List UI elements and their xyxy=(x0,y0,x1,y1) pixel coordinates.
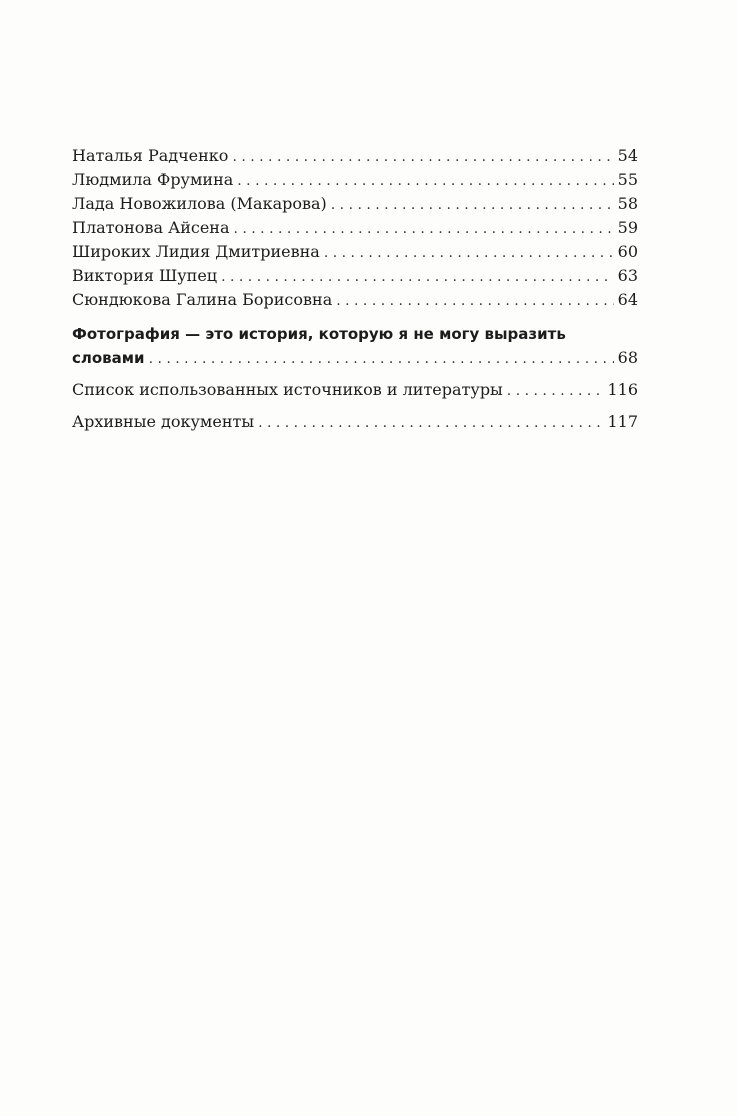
toc-entry[interactable] xyxy=(72,264,638,288)
dot-leader xyxy=(507,379,604,403)
toc-entry[interactable] xyxy=(72,240,638,264)
toc-entry-title: Сюндюкова Галина Борисовна xyxy=(72,290,333,309)
toc-entry-title: Платонова Айсена xyxy=(72,218,230,237)
toc-entry-page: 59 xyxy=(617,218,638,237)
toc-section-last-line xyxy=(72,346,638,370)
toc-entry[interactable] xyxy=(72,144,638,168)
dot-leader xyxy=(237,169,613,193)
dot-leader xyxy=(233,217,613,241)
dot-leader xyxy=(324,241,614,265)
toc-entry-title: Людмила Фрумина xyxy=(72,170,234,189)
toc-entry-page: 116 xyxy=(607,380,638,399)
table-of-contents xyxy=(72,144,638,434)
toc-entry-page: 117 xyxy=(607,412,638,431)
dot-leader xyxy=(258,411,603,435)
toc-back-matter-entry[interactable] xyxy=(72,378,638,402)
toc-back-matter-entry[interactable] xyxy=(72,410,638,434)
toc-entry-page: 58 xyxy=(617,194,638,213)
toc-entry-title: Наталья Радченко xyxy=(72,146,229,165)
toc-section-title-line2: словами xyxy=(72,349,145,367)
toc-section-page: 68 xyxy=(617,348,638,367)
dot-leader xyxy=(336,289,613,313)
toc-section-title-line1: Фотография — это история, которую я не могу выразить xyxy=(72,325,566,343)
toc-entry-title: Виктория Шупец xyxy=(72,266,218,285)
toc-entry-title: Архивные документы xyxy=(72,412,255,431)
toc-entry-page: 54 xyxy=(617,146,638,165)
toc-entry[interactable] xyxy=(72,288,638,312)
toc-entry-page: 63 xyxy=(617,266,638,285)
toc-entry-title: Лада Новожилова (Макарова) xyxy=(72,194,327,213)
dot-leader xyxy=(149,347,614,371)
toc-entry[interactable] xyxy=(72,216,638,240)
dot-leader xyxy=(221,265,614,289)
toc-entry-page: 60 xyxy=(617,242,638,261)
toc-section-entry[interactable] xyxy=(72,322,638,370)
toc-entry[interactable] xyxy=(72,192,638,216)
toc-entry-page: 55 xyxy=(617,170,638,189)
toc-entry-title: Широких Лидия Дмитриевна xyxy=(72,242,320,261)
dot-leader xyxy=(331,193,614,217)
dot-leader xyxy=(232,145,613,169)
toc-entry-title: Список использованных источников и литературы xyxy=(72,380,503,399)
toc-entry[interactable] xyxy=(72,168,638,192)
toc-entry-page: 64 xyxy=(617,290,638,309)
